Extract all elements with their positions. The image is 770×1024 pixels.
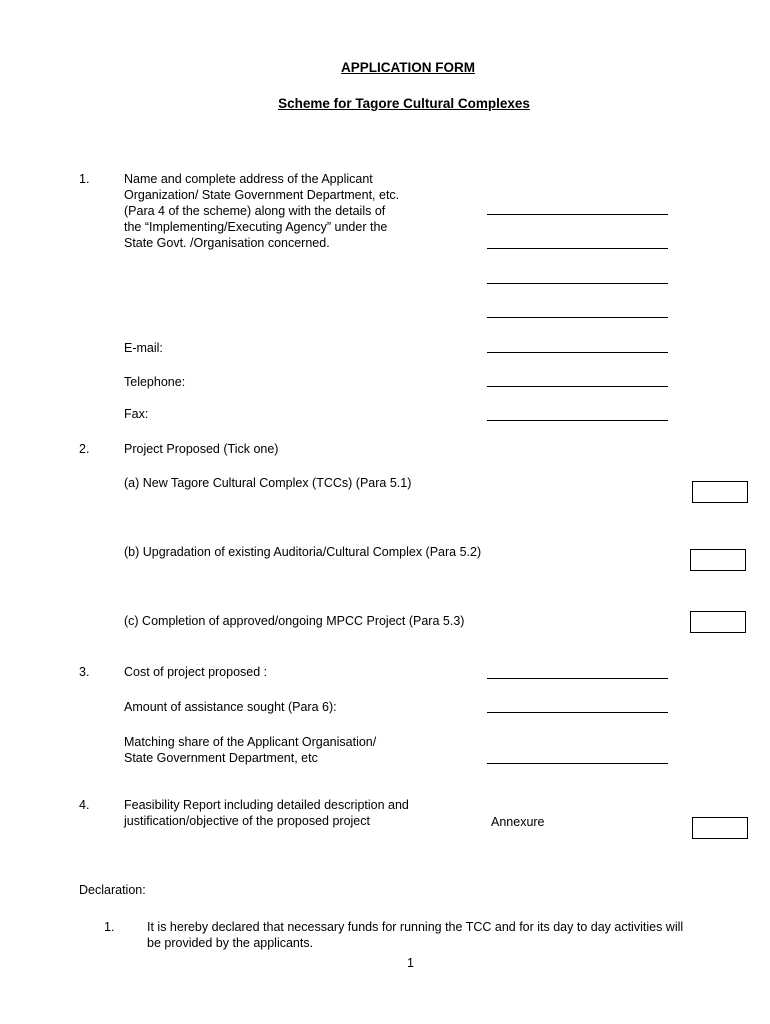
declaration-item-text — [147, 919, 683, 951]
fax-label: Fax: — [124, 407, 149, 421]
fax-field[interactable] — [487, 420, 668, 421]
option-c-label: (c) Completion of approved/ongoing MPCC Project (Para 5.3) — [124, 614, 465, 628]
matching-share-field[interactable] — [487, 763, 668, 764]
address-line-1[interactable] — [487, 214, 668, 215]
email-field[interactable] — [487, 352, 668, 353]
form-title: APPLICATION FORM — [341, 60, 475, 75]
telephone-field[interactable] — [487, 386, 668, 387]
feasibility-report-label — [124, 797, 409, 829]
assistance-field[interactable] — [487, 712, 668, 713]
cost-field[interactable] — [487, 678, 668, 679]
address-line-3[interactable] — [487, 283, 668, 284]
annexure-label: Annexure — [491, 815, 545, 829]
option-a-label: (a) New Tagore Cultural Complex (TCCs) (Para 5.1) — [124, 476, 412, 490]
matching-share-label — [124, 734, 376, 766]
item-3-number: 3. — [79, 665, 90, 679]
matching-share-line: Matching share of the Applicant Organisation/ — [124, 735, 377, 749]
item-4-number: 4. — [79, 798, 90, 812]
item-2-number: 2. — [79, 442, 90, 456]
item-1-description — [124, 171, 399, 251]
address-line-2[interactable] — [487, 248, 668, 249]
email-label: E-mail: — [124, 341, 163, 355]
item-1-line: State Govt. /Organisation concerned. — [124, 236, 330, 250]
telephone-label: Telephone: — [124, 375, 186, 389]
feasibility-line: justification/objective of the proposed project — [124, 814, 370, 828]
annexure-checkbox[interactable] — [692, 817, 748, 839]
project-proposed-label: Project Proposed (Tick one) — [124, 442, 279, 456]
matching-share-line: State Government Department, etc — [124, 751, 318, 765]
page-number: 1 — [407, 956, 414, 970]
declaration-line: be provided by the applicants. — [147, 936, 314, 950]
item-1-line: (Para 4 of the scheme) along with the details of — [124, 204, 386, 218]
option-b-label: (b) Upgradation of existing Auditoria/Cultural Complex (Para 5.2) — [124, 545, 482, 559]
declaration-item-number: 1. — [104, 920, 115, 934]
assistance-label: Amount of assistance sought (Para 6): — [124, 700, 337, 714]
option-a-checkbox[interactable] — [692, 481, 748, 503]
option-b-checkbox[interactable] — [690, 549, 746, 571]
item-1-line: Name and complete address of the Applicant — [124, 172, 373, 186]
declaration-heading: Declaration: — [79, 883, 146, 897]
option-c-checkbox[interactable] — [690, 611, 746, 633]
item-1-line: Organization/ State Government Department, etc. — [124, 188, 400, 202]
item-1-number: 1. — [79, 172, 90, 186]
declaration-line: It is hereby declared that necessary funds for running the TCC and for its day to day activities will — [147, 920, 684, 934]
address-line-4[interactable] — [487, 317, 668, 318]
cost-label: Cost of project proposed : — [124, 665, 268, 679]
form-subtitle: Scheme for Tagore Cultural Complexes — [278, 96, 530, 111]
feasibility-line: Feasibility Report including detailed description and — [124, 798, 409, 812]
item-1-line: the “Implementing/Executing Agency” under the — [124, 220, 388, 234]
